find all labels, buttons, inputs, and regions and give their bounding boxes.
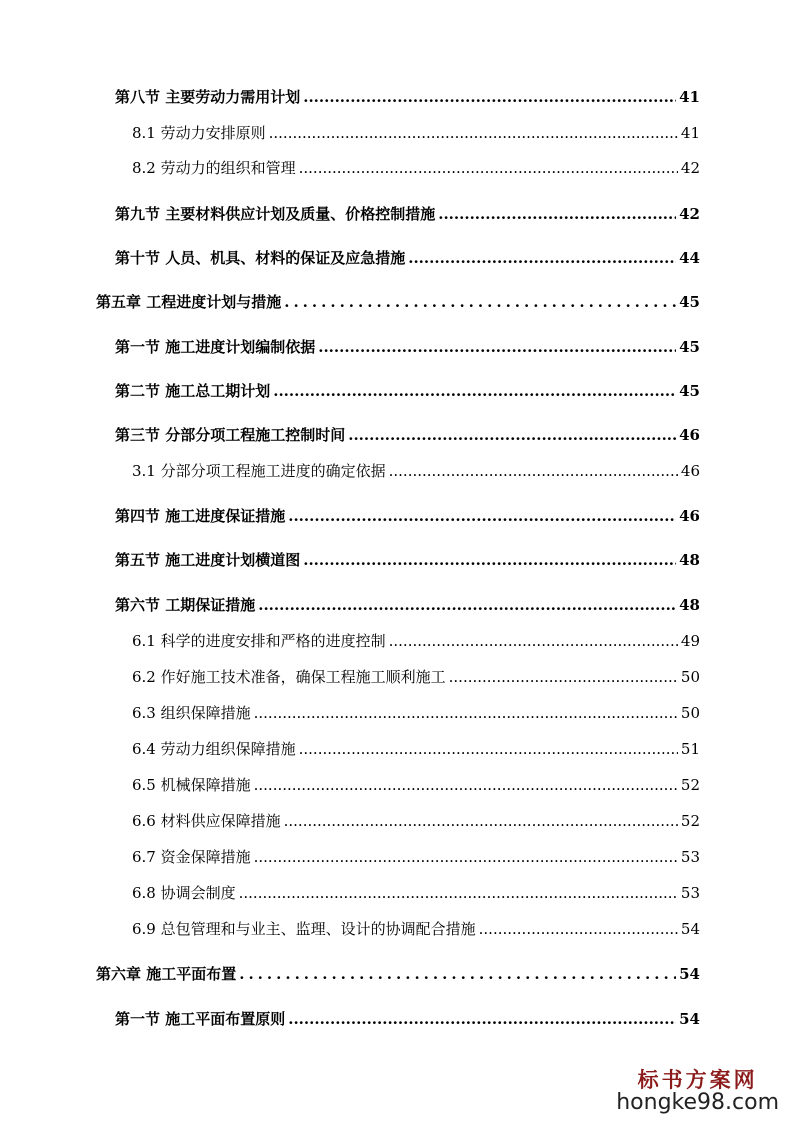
toc-entry-section[interactable]	[115, 86, 700, 107]
toc-entry-title: 3.1 分部分项工程施工进度的确定依据	[132, 462, 386, 480]
dot-leader	[284, 293, 676, 311]
dot-leader	[254, 704, 678, 722]
toc-entry-title: 第六章 施工平面布置	[96, 965, 237, 983]
toc-entry-page: 52	[680, 776, 700, 794]
toc-entry-subsection[interactable]	[132, 810, 700, 831]
toc-entry-page: 50	[680, 668, 700, 686]
toc-entry-section[interactable]	[115, 1008, 700, 1029]
toc-entry-page: 54	[679, 965, 700, 983]
toc-entry-page: 44	[679, 249, 700, 267]
toc-entry-section[interactable]	[115, 247, 700, 268]
toc-entry-page: 51	[680, 740, 700, 758]
toc-entry-title: 6.2 作好施工技术准备，确保工程施工顺利施工	[132, 668, 446, 686]
toc-entry-section[interactable]	[115, 203, 700, 224]
dot-leader	[239, 884, 678, 902]
toc-entry-title: 6.8 协调会制度	[132, 884, 236, 902]
toc-entry-section[interactable]	[115, 380, 700, 401]
toc-entry-subsection[interactable]	[132, 846, 700, 867]
toc-entry-title: 6.3 组织保障措施	[132, 704, 251, 722]
dot-leader	[449, 668, 678, 686]
site-watermark	[616, 1066, 779, 1115]
toc-entry-chapter[interactable]	[96, 291, 700, 312]
dot-leader	[479, 920, 678, 938]
dot-leader	[288, 1010, 676, 1028]
dot-leader	[303, 551, 676, 569]
watermark-chinese-text: 标书方案网	[637, 1066, 758, 1092]
toc-entry-page: 50	[680, 704, 700, 722]
dot-leader	[273, 382, 676, 400]
toc-entry-title: 6.9 总包管理和与业主、监理、设计的协调配合措施	[132, 920, 476, 938]
toc-entry-title: 6.6 材料供应保障措施	[132, 812, 281, 830]
toc-entry-subsection[interactable]	[132, 702, 700, 723]
dot-leader	[389, 462, 678, 480]
toc-entry-title: 第十节 人员、机具、材料的保证及应急措施	[115, 249, 406, 267]
toc-entry-title: 第五章 工程进度计划与措施	[96, 293, 282, 311]
toc-entry-title: 第一节 施工平面布置原则	[115, 1010, 286, 1028]
toc-entry-title: 6.4 劳动力组织保障措施	[132, 740, 296, 758]
toc-entry-page: 54	[680, 920, 700, 938]
toc-entry-subsection[interactable]	[132, 918, 700, 939]
toc-entry-subsection[interactable]	[132, 157, 700, 178]
dot-leader	[389, 632, 678, 650]
dot-leader	[299, 159, 678, 177]
toc-entry-page: 52	[680, 812, 700, 830]
toc-entry-page: 53	[680, 848, 700, 866]
toc-entry-page: 45	[679, 293, 700, 311]
dot-leader	[254, 848, 678, 866]
toc-entry-title: 第二节 施工总工期计划	[115, 382, 271, 400]
dot-leader	[269, 124, 678, 142]
toc-entry-section[interactable]	[115, 549, 700, 570]
toc-entry-section[interactable]	[115, 505, 700, 526]
dot-leader	[408, 249, 676, 267]
toc-entry-title: 第一节 施工进度计划编制依据	[115, 338, 316, 356]
toc-entry-subsection[interactable]	[132, 122, 700, 143]
toc-entry-title: 第九节 主要材料供应计划及质量、价格控制措施	[115, 205, 436, 223]
toc-entry-page: 45	[679, 338, 700, 356]
toc-entry-subsection[interactable]	[132, 460, 700, 481]
toc-entry-subsection[interactable]	[132, 774, 700, 795]
toc-entry-page: 53	[680, 884, 700, 902]
toc-entry-page: 49	[680, 632, 700, 650]
toc-entry-subsection[interactable]	[132, 882, 700, 903]
toc-entry-title: 第四节 施工进度保证措施	[115, 507, 286, 525]
toc-entry-title: 第六节 工期保证措施	[115, 596, 256, 614]
dot-leader	[438, 205, 676, 223]
watermark-url: hongke98.com	[616, 1089, 779, 1115]
toc-entry-title: 第三节 分部分项工程施工控制时间	[115, 426, 346, 444]
toc-entry-subsection[interactable]	[132, 738, 700, 759]
toc-entry-page: 45	[679, 382, 700, 400]
dot-leader	[284, 812, 678, 830]
toc-entry-title: 6.1 科学的进度安排和严格的进度控制	[132, 632, 386, 650]
toc-entry-page: 48	[679, 596, 700, 614]
dot-leader	[258, 596, 676, 614]
dot-leader	[239, 965, 676, 983]
dot-leader	[288, 507, 676, 525]
dot-leader	[348, 426, 676, 444]
toc-entry-title: 第八节 主要劳动力需用计划	[115, 88, 301, 106]
toc-entry-section[interactable]	[115, 594, 700, 615]
toc-entry-title: 6.5 机械保障措施	[132, 776, 251, 794]
toc-entry-chapter[interactable]	[96, 963, 700, 984]
toc-entry-page: 42	[679, 205, 700, 223]
toc-entry-subsection[interactable]	[132, 630, 700, 651]
toc-entry-page: 41	[680, 124, 700, 142]
toc-entry-title: 8.1 劳动力安排原则	[132, 124, 266, 142]
toc-entry-subsection[interactable]	[132, 666, 700, 687]
toc-entry-title: 第五节 施工进度计划横道图	[115, 551, 301, 569]
dot-leader	[303, 88, 676, 106]
toc-entry-section[interactable]	[115, 336, 700, 357]
toc-entry-title: 6.7 资金保障措施	[132, 848, 251, 866]
toc-entry-page: 41	[679, 88, 700, 106]
toc-entry-page: 48	[679, 551, 700, 569]
dot-leader	[254, 776, 678, 794]
toc-entry-page: 54	[679, 1010, 700, 1028]
toc-entry-page: 46	[679, 426, 700, 444]
toc-entry-title: 8.2 劳动力的组织和管理	[132, 159, 296, 177]
toc-entry-page: 42	[680, 159, 700, 177]
toc-entry-page: 46	[680, 462, 700, 480]
dot-leader	[299, 740, 678, 758]
toc-entry-page: 46	[679, 507, 700, 525]
toc-entry-section[interactable]	[115, 424, 700, 445]
dot-leader	[318, 338, 676, 356]
